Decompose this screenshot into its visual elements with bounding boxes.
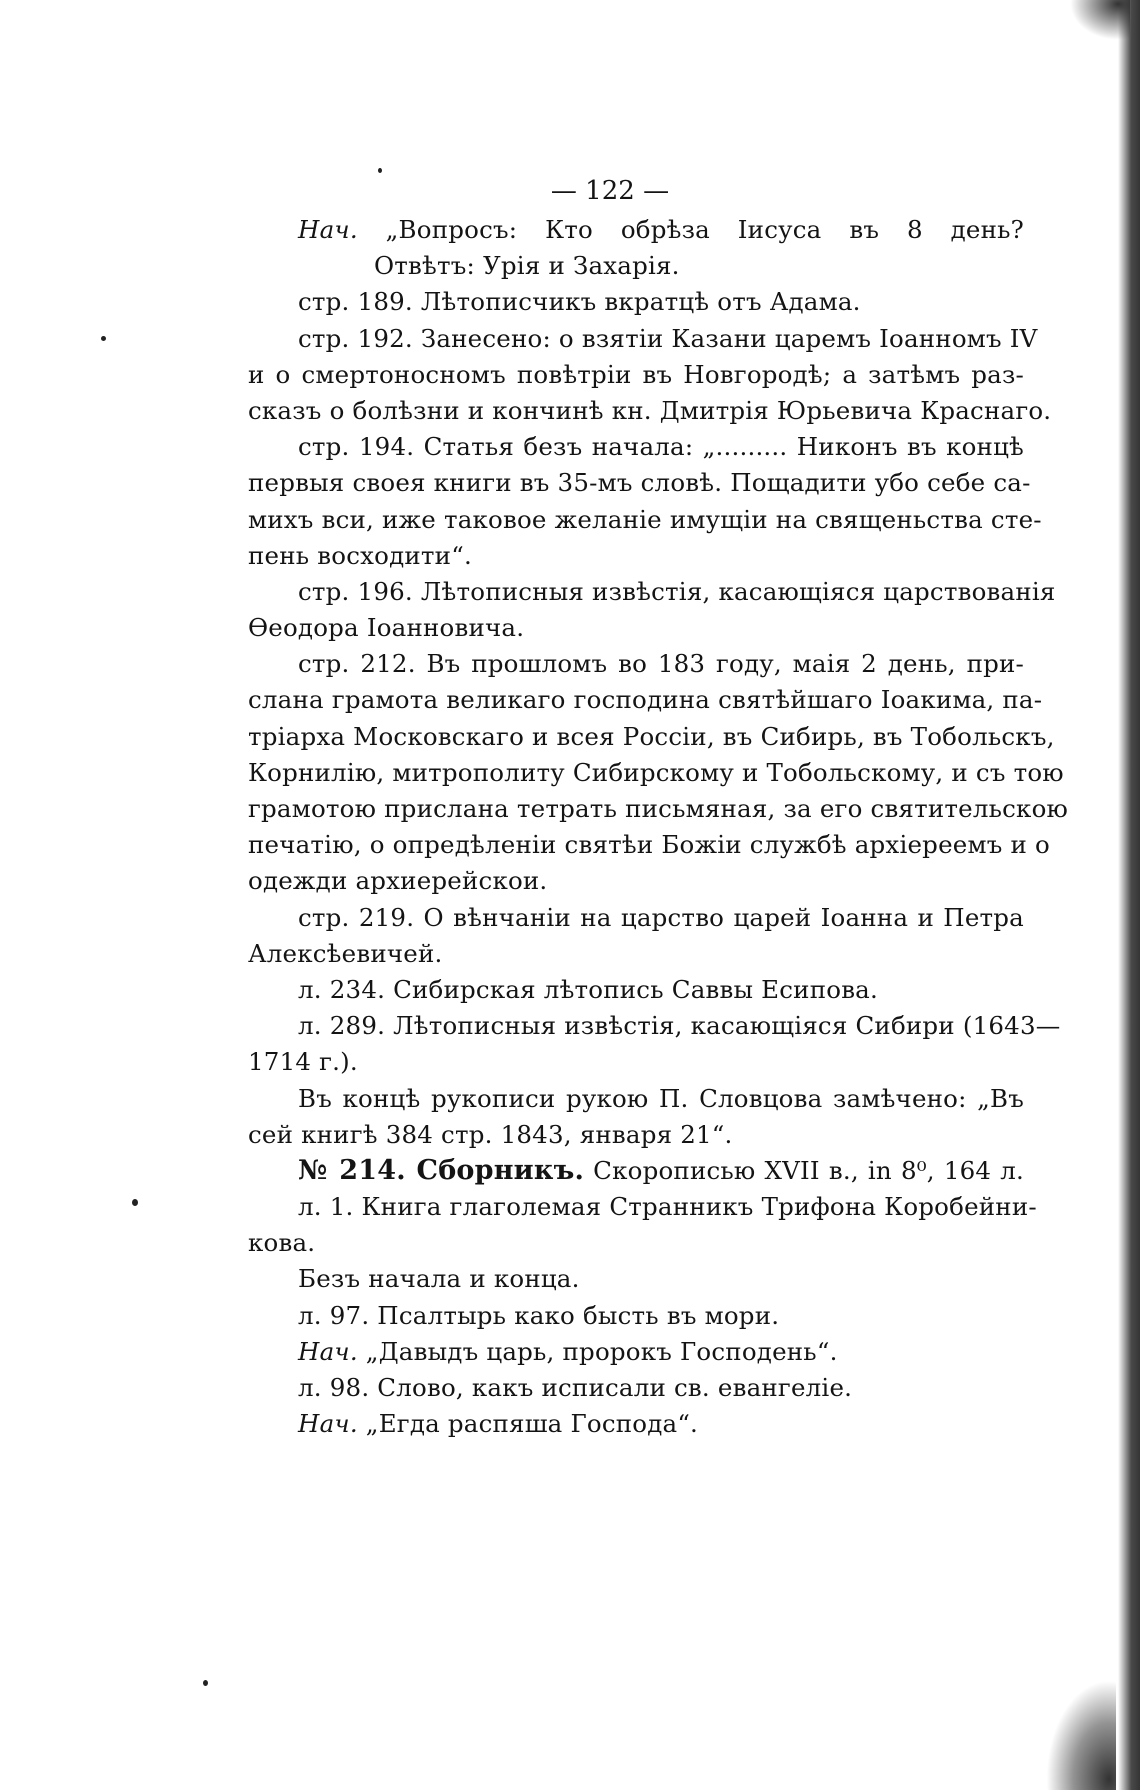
speck <box>203 1680 208 1686</box>
text-line: стр. 194. Статья безъ начала: „......... Никонъ въ концѣ <box>298 432 1024 462</box>
text-line: стр. 219. О вѣнчаніи на царство царей Іоанна и Петра <box>298 902 1024 932</box>
text-line: михъ вси, иже таковое желаніе имущіи на священьства сте- <box>248 504 1042 534</box>
line-text: „Давыдъ царь, пророкъ Господень“. <box>357 1336 838 1366</box>
text-line: 1714 г.). <box>248 1047 358 1077</box>
line-text: „Егда распяша Господа“. <box>357 1409 699 1439</box>
text-line: тріарха Московскаго и всея Россіи, въ Сибирь, въ Тобольскъ, <box>248 721 1055 751</box>
text-line: одежди архиерейскои. <box>248 866 548 896</box>
abbreviation: Нач. <box>298 215 358 244</box>
text-line: Безъ начала и конца. <box>298 1264 580 1294</box>
text-line <box>248 1334 1024 1370</box>
speck <box>101 336 106 341</box>
line-text: Скорописью XVII в., in 8⁰, 164 л. <box>584 1155 1024 1185</box>
text-line: Корнилію, митрополиту Сибирскому и Тобольскому, и съ тою <box>248 757 1064 787</box>
text-line: кова. <box>248 1228 316 1258</box>
text-line: Алексѣевичей. <box>248 938 443 968</box>
text-line: л. 234. Сибирская лѣтопись Саввы Есипова. <box>298 974 878 1004</box>
entry-heading-line <box>248 1153 1024 1189</box>
abbreviation: Нач. <box>298 1409 358 1439</box>
entry-heading: № 214. Сборникъ. <box>298 1154 585 1186</box>
abbreviation: Нач. <box>298 1336 358 1366</box>
text-line: л. 98. Слово, какъ исписали св. евангеліе. <box>298 1373 853 1402</box>
line-text: „Вопросъ: Кто обрѣза Іисуса въ 8 день? <box>357 215 1024 244</box>
text-line: стр. 189. Лѣтописчикъ вкратцѣ отъ Адама. <box>298 287 861 317</box>
scan-edge-bottom-right <box>1046 1680 1116 1790</box>
text-line: Өеодора Іоанновича. <box>248 613 525 643</box>
page-number: — 122 — <box>550 176 670 206</box>
text-line: л. 97. Псалтырь како бысть въ мори. <box>298 1300 780 1330</box>
text-line <box>248 212 1024 248</box>
text-line: и о смертоносномъ повѣтріи въ Новгородѣ; а затѣмъ раз- <box>248 359 1024 389</box>
scan-edge-right <box>1118 0 1140 1790</box>
text-line: стр. 196. Лѣтописныя извѣстія, касающіяся царствованія <box>298 576 1056 606</box>
text-line: л. 1. Книга глаголемая Странникъ Трифона Коробейни- <box>298 1192 1037 1222</box>
speck <box>378 168 382 173</box>
text-line: Отвѣтъ: Урія и Захарія. <box>374 251 680 281</box>
text-line: слана грамота великаго господина святѣйшаго Іоакима, па- <box>248 685 1043 715</box>
text-line: л. 289. Лѣтописныя извѣстія, касающіяся Сибири (1643— <box>298 1011 1061 1041</box>
page-body <box>248 212 1069 1442</box>
speck <box>132 1199 138 1206</box>
text-line: сей книгѣ 384 стр. 1843, января 21“. <box>248 1119 733 1149</box>
text-line: стр. 192. Занесено: о взятіи Казани царемъ Іоанномъ IV <box>298 323 1038 353</box>
text-line: стр. 212. Въ прошломъ во 183 году, маія 2 день, при- <box>298 649 1024 679</box>
text-line: сказъ о болѣзни и кончинѣ кн. Дмитрія Юрьевича Краснаго. <box>248 395 1052 425</box>
text-line: Въ концѣ рукописи рукою П. Словцова замѣчено: „Въ <box>298 1083 1024 1113</box>
text-line: печатію, о опредѣленіи святѣи Божіи службѣ архіереемъ и о <box>248 830 1050 860</box>
text-line: пень восходити“. <box>248 540 472 570</box>
text-line: первыя своея книги въ 35-мъ словѣ. Пощадити убо себе са- <box>248 468 1031 498</box>
text-line: грамотою прислана тетрать письмяная, за его святительскою <box>248 794 1069 823</box>
text-line <box>248 1406 1024 1442</box>
